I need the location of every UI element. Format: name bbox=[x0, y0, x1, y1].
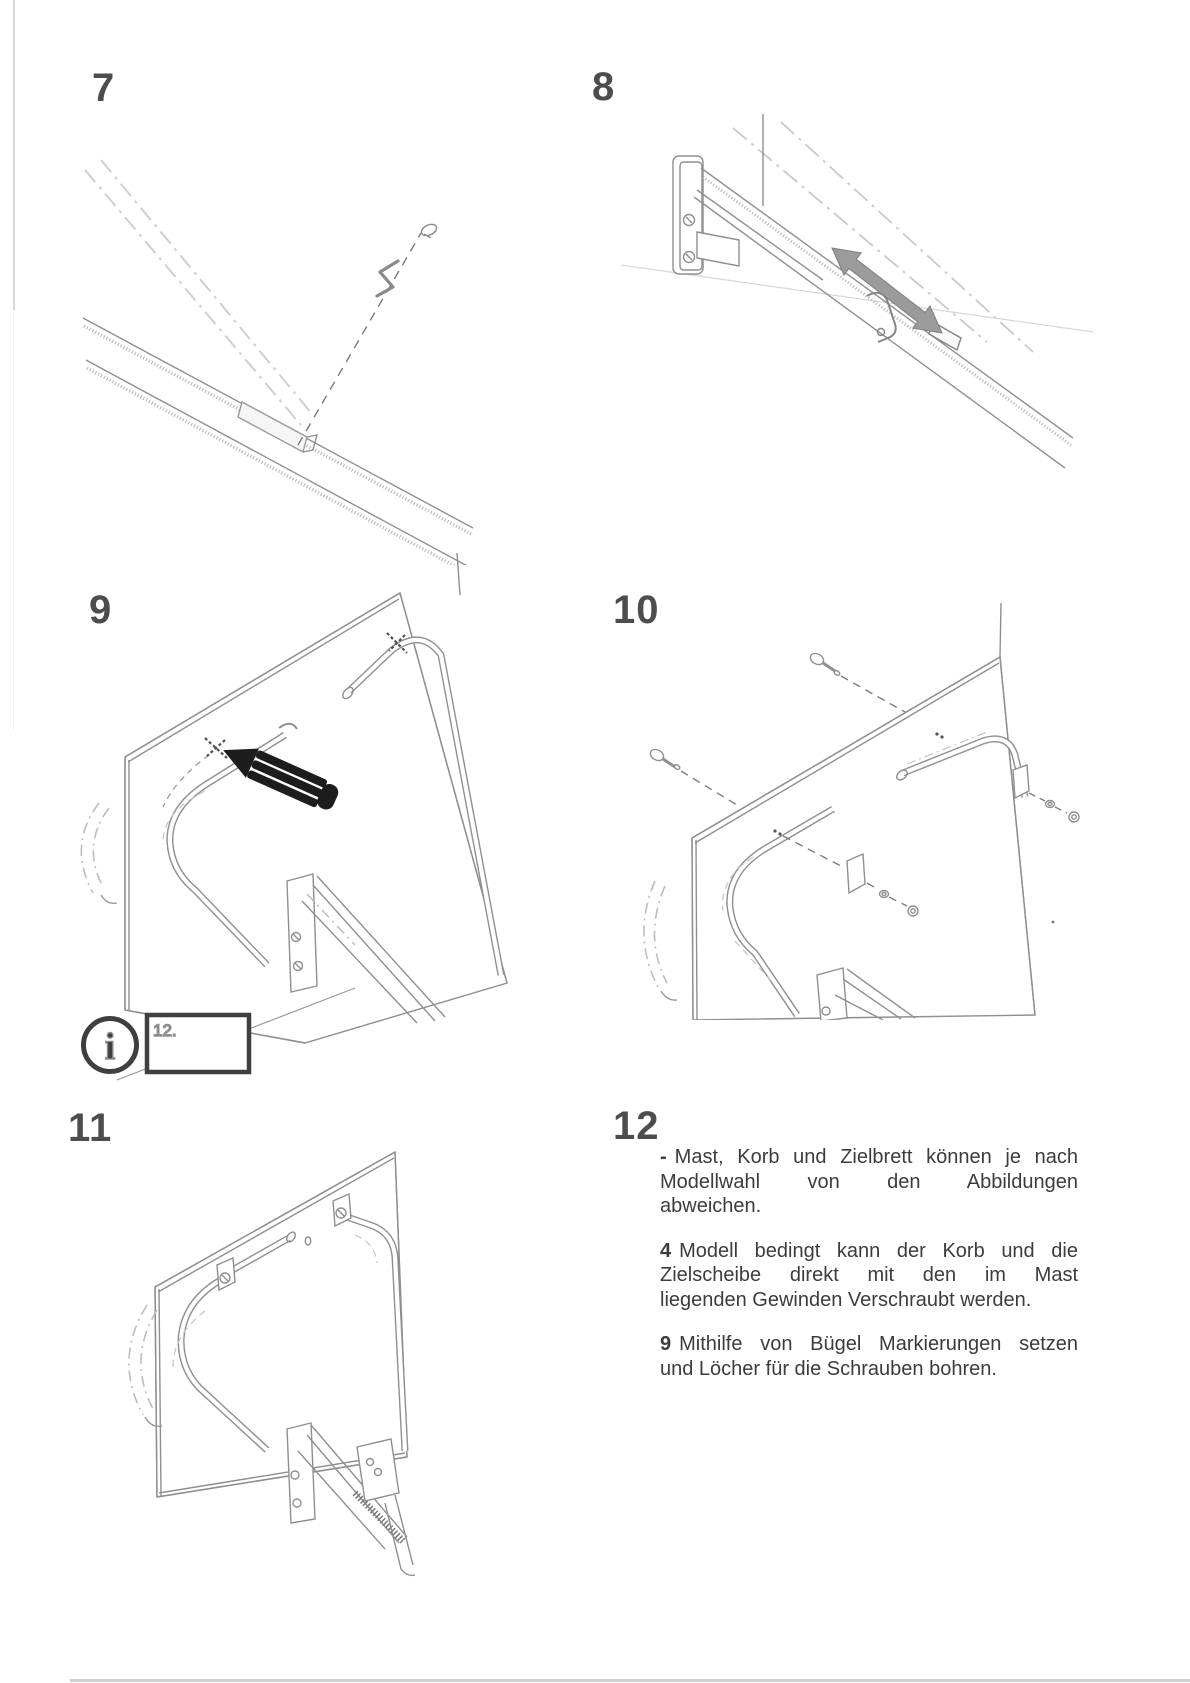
cap-nut bbox=[420, 222, 439, 238]
instruction-line: 4 Modell bedingt kann der Korb und die bbox=[660, 1239, 1078, 1262]
figure-8-illustration bbox=[585, 100, 1105, 500]
figure-10-illustration bbox=[585, 545, 1105, 1020]
pole-rail bbox=[83, 318, 473, 565]
scan-artifact-bottom-edge bbox=[70, 1679, 1190, 1682]
slide-direction-arrow-icon bbox=[832, 248, 942, 333]
svg-text:i: i bbox=[104, 1026, 116, 1068]
figure-11-number: 11 bbox=[68, 1106, 113, 1150]
instruction-line: abweichen. bbox=[660, 1195, 762, 1217]
scan-artifact-left-edge-faint bbox=[13, 310, 14, 730]
figure-10-number: 10 bbox=[613, 588, 660, 632]
instruction-line: Zielscheibe direkt mit den im Mast bbox=[660, 1264, 1078, 1286]
figure-8-number: 8 bbox=[592, 65, 616, 109]
figure-11-illustration bbox=[55, 1095, 485, 1585]
svg-text:12.: 12. bbox=[153, 1021, 177, 1040]
screw bbox=[808, 651, 840, 676]
instruction-paragraph bbox=[660, 1239, 1078, 1313]
ring-edge bbox=[644, 881, 667, 989]
paragraph-lead: 4 bbox=[660, 1239, 672, 1262]
scan-artifact-left-edge bbox=[13, 0, 15, 310]
paragraph-lead: 9 bbox=[660, 1333, 672, 1355]
instruction-line: 9 Mithilfe von Bügel Markierungen setzen bbox=[660, 1333, 1078, 1355]
screw bbox=[648, 747, 680, 770]
figure-12-number: 12 bbox=[613, 1104, 660, 1148]
instruction-line: Modellwahl von den Abbildungen bbox=[660, 1170, 1078, 1193]
figure-7-number: 7 bbox=[92, 66, 116, 110]
ring-edge bbox=[81, 803, 109, 893]
instruction-line: - Mast, Korb und Zielbrett können je nach bbox=[660, 1146, 1078, 1168]
instruction-line: und Löcher für die Schrauben bohren. bbox=[660, 1357, 997, 1380]
paragraph-lead: - bbox=[660, 1146, 667, 1168]
backboard-panel bbox=[692, 657, 1035, 1020]
instruction-paragraph bbox=[660, 1332, 1078, 1381]
figure-9-illustration bbox=[55, 545, 535, 1085]
instruction-paragraph bbox=[660, 1145, 1078, 1219]
instruction-line: liegenden Gewinden Verschraubt werden. bbox=[660, 1288, 1032, 1311]
mount-bracket bbox=[287, 874, 317, 992]
ring-edge bbox=[129, 1305, 157, 1415]
instruction-text-block bbox=[660, 1145, 1078, 1401]
assembly-leader-line bbox=[298, 233, 421, 445]
info-reference-box bbox=[147, 1015, 249, 1072]
mounting-plate bbox=[238, 402, 317, 452]
extension-rail bbox=[694, 168, 1073, 468]
figure-9-number: 9 bbox=[89, 588, 113, 632]
info-icon bbox=[84, 1019, 137, 1072]
clip-bracket bbox=[1013, 765, 1079, 822]
figure-7-illustration bbox=[55, 130, 485, 565]
